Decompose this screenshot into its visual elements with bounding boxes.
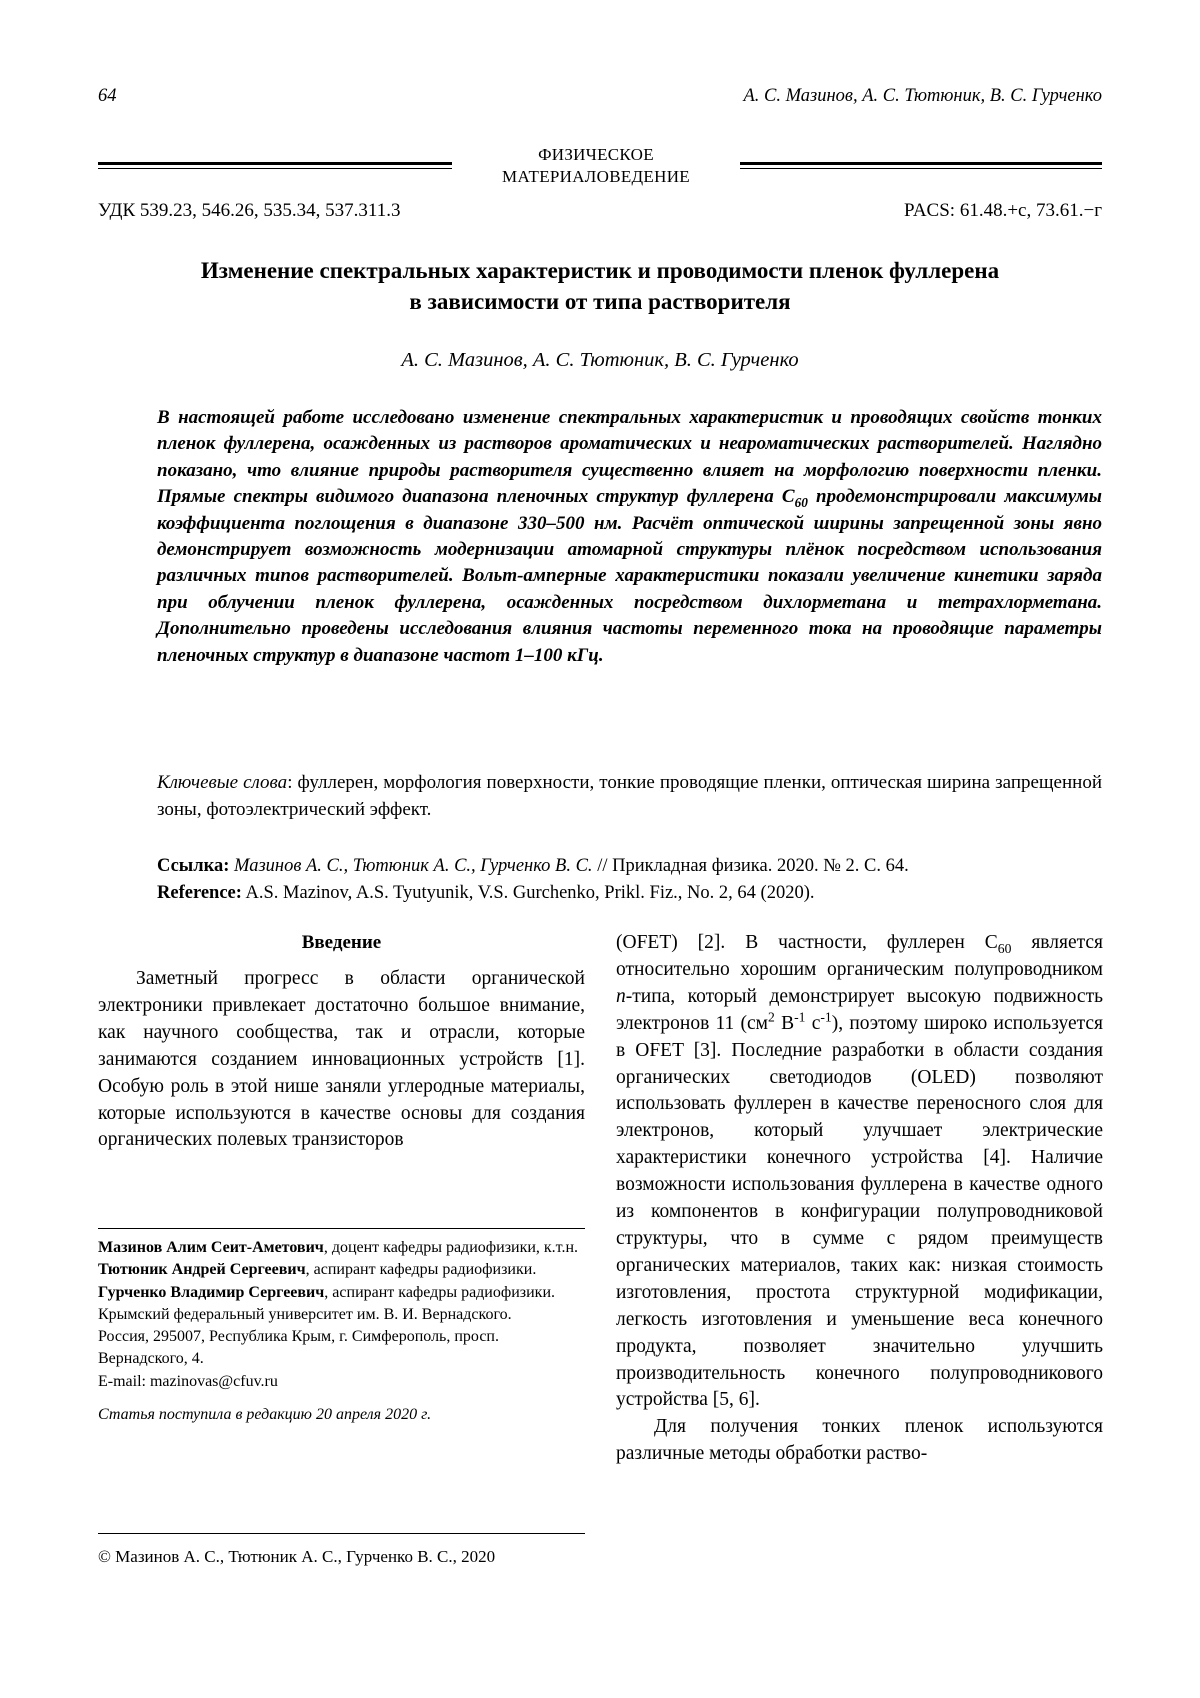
article-title	[98, 255, 1102, 317]
author-name: Тютюник Андрей Сергеевич	[98, 1261, 306, 1279]
abstract	[157, 405, 1102, 669]
banner-rule-left	[98, 162, 452, 165]
text-run: c	[805, 1012, 821, 1034]
footnote-received-date: Статья поступила в редакцию 20 апреля 2020 г.	[98, 1406, 432, 1424]
abstract-part-1: В настоящей работе исследовано изменение спектральных характеристик и проводящих свойств тонких пленок фуллерена, осажденных из растворов ароматических и неароматических растворителей. Наглядно показано, что влияние природы растворителя существенно влияет на морфологию поверхности пленки. Прямые спектры видимого диапазона пленочных структур фуллерена C	[157, 407, 1102, 508]
text-run: ), поэтому широко используется в OFET [3]. Последние разработки в области создания органических светодиодов (OLED) позволяют использовать фуллерен в качестве переносного слоя для электронов, который улучшает электрические характеристики конечного устройства [4]. Наличие возможности использования фуллерена в качестве одного из компонентов в конфигурации полупроводниковой структуры, что в сумме с рядом преимуществ органических материалов, таких как: низкая стоимость изготовления, простота структурной модификации, легкость изготовления и уменьшение веса конечного продукта, позволяет значительно улучшить производительность конечного полупроводникового устройства [5, 6].	[616, 1012, 1103, 1411]
footnote-address: Россия, 295007, Республика Крым, г. Симферополь, просп. Вернадского, 4.	[98, 1328, 499, 1368]
intro-paragraph-right-2: Для получения тонких пленок используются различные методы обработки раство-	[616, 1416, 1103, 1465]
left-column	[98, 930, 585, 1154]
text-run: B	[774, 1012, 795, 1034]
banner-line-2: МАТЕРИАЛОВЕДЕНИЕ	[502, 167, 690, 186]
title-line-2: в зависимости от типа растворителя	[409, 289, 791, 314]
udc-code: УДК 539.23, 546.26, 535.34, 537.311.3	[98, 200, 401, 221]
intro-paragraph-left: Заметный прогресс в области органической электроники привлекает достаточно большое внимание, как научного сообщества, так и отрасли, которые занимаются созданием инновационных устройств [1]. Особую роль в этой нише заняли углеродные материалы, которые используются в качестве основы для создания органических полевых транзисторов	[98, 968, 585, 1151]
italic-n: n	[616, 985, 626, 1007]
journal-section-banner	[98, 146, 1102, 192]
author-info: , аспирант кафедры радиофизики.	[305, 1261, 537, 1279]
superscript: -1	[794, 1009, 806, 1025]
footnote-divider	[98, 1228, 585, 1229]
author-name: Гурченко Владимир Сергеевич	[98, 1283, 325, 1301]
classification-codes	[98, 200, 1102, 228]
right-column	[616, 930, 1103, 1468]
abstract-part-2: продемонстрировали максимумы коэффициента поглощения в диапазоне 330–500 нм. Расчёт оптической ширины запрещенной зоны явно демонстрирует возможность модернизации атомарной структуры плёнок посредством использования различных типов растворителей. Вольт-амперные характеристики показали увеличение кинетики заряда при облучении пленок фуллерена, осажденных посредством дихлорметана и тетрахлорметана. Дополнительно проведены исследования влияния частоты переменного тока на проводящие параметры пленочных структур в диапазоне частот 1–100 кГц.	[157, 486, 1102, 666]
footnote-author-2	[98, 1259, 585, 1281]
author-info: , аспирант кафедры радиофизики.	[324, 1283, 556, 1301]
footnote-author-1	[98, 1237, 585, 1259]
intro-paragraph-right-1	[616, 930, 1103, 1414]
citation-en-label: Reference:	[157, 882, 242, 903]
text-run: -типа, который демонстрирует высокую подвижность электронов 11 (см	[616, 985, 1103, 1034]
footnote-affiliation: Крымский федеральный университет им. В. И. Вернадского.	[98, 1305, 512, 1323]
copyright-divider	[98, 1533, 585, 1534]
superscript: 2	[768, 1009, 775, 1025]
superscript: -1	[820, 1009, 832, 1025]
citation-block	[157, 853, 1102, 906]
section-heading-introduction: Введение	[301, 932, 382, 953]
banner-line-1: ФИЗИЧЕСКОЕ	[538, 145, 654, 164]
citation-ru-rest: // Прикладная физика. 2020. № 2. С. 64.	[597, 856, 909, 876]
running-head	[98, 86, 1102, 112]
author-name: Мазинов Алим Сеит-Аметович	[98, 1239, 324, 1256]
keywords-text: : фуллерен, морфология поверхности, тонкие проводящие пленки, оптическая ширина запрещенной зоны, фотоэлектрический эффект.	[157, 772, 1102, 820]
author-info: , доцент кафедры радиофизики, к.т.н.	[323, 1239, 579, 1256]
footnote-author-3	[98, 1282, 585, 1304]
footnote-email: E-mail: mazinovas@cfuv.ru	[98, 1372, 278, 1390]
subscript: 60	[997, 940, 1012, 956]
author-footnote	[98, 1237, 585, 1426]
copyright-line: © Мазинов А. С., Тютюник А. С., Гурченко В. С., 2020	[98, 1547, 496, 1566]
keywords-label: Ключевые слова	[157, 772, 288, 793]
banner-rule-right	[740, 162, 1102, 165]
citation-ru-label: Ссылка:	[157, 856, 230, 876]
pacs-code: PACS: 61.48.+c, 73.61.−г	[904, 200, 1102, 221]
page-number: 64	[98, 86, 117, 106]
citation-ru-authors: Мазинов А. С., Тютюник А. С., Гурченко В. С.	[234, 856, 593, 876]
article-authors: А. С. Мазинов, А. С. Тютюник, В. С. Гурченко	[401, 349, 799, 371]
banner-section-title	[452, 144, 740, 188]
text-run: (OFET) [2]. В частности, фуллерен C	[616, 932, 998, 953]
running-head-authors: А. С. Мазинов, А. С. Тютюник, В. С. Гурченко	[743, 86, 1102, 106]
text-run: является относительно хорошим органическим полупроводником	[616, 932, 1103, 980]
abstract-subscript: 60	[794, 495, 808, 511]
citation-en-text: A.S. Mazinov, A.S. Tyutyunik, V.S. Gurchenko, Prikl. Fiz., No. 2, 64 (2020).	[245, 882, 815, 903]
keywords	[157, 770, 1102, 823]
title-line-1: Изменение спектральных характеристик и проводимости пленок фуллерена	[200, 258, 1000, 283]
